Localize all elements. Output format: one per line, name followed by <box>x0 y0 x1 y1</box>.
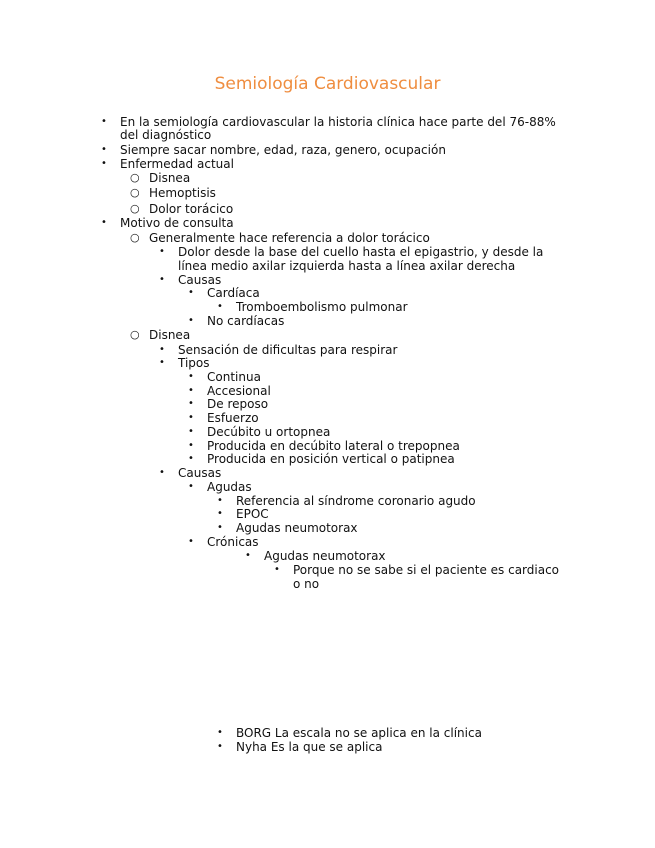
list-item: Siempre sacar nombre, edad, raza, genero, ocupación <box>120 143 446 157</box>
page-title: Semiología Cardiovascular <box>214 74 441 94</box>
bullet-disc-icon: • <box>188 481 194 492</box>
list-item: Decúbito u ortopnea <box>207 425 331 439</box>
list-item: Hemoptisis <box>149 186 216 200</box>
list-item: Agudas neumotorax <box>236 521 358 535</box>
bullet-disc-icon: • <box>159 467 165 478</box>
bullet-disc-icon: • <box>101 158 107 169</box>
bullet-disc-icon: • <box>159 274 165 285</box>
bullet-disc-icon: • <box>159 246 165 257</box>
bullet-disc-icon: • <box>217 741 223 752</box>
list-item: Cardíaca <box>207 286 260 300</box>
bullet-disc-icon: • <box>159 357 165 368</box>
bullet-disc-icon: • <box>217 727 223 738</box>
bullet-disc-icon: • <box>188 315 194 326</box>
bullet-disc-icon: • <box>188 385 194 396</box>
bullet-circle-icon: ○ <box>130 328 140 341</box>
list-item: Esfuerzo <box>207 411 259 425</box>
bullet-circle-icon: ○ <box>130 186 140 199</box>
list-item: Nyha Es la que se aplica <box>236 740 383 754</box>
bullet-disc-icon: • <box>159 344 165 355</box>
list-item: Causas <box>178 466 222 480</box>
list-item: Tipos <box>178 356 210 370</box>
list-item: Accesional <box>207 384 271 398</box>
list-item: Continua <box>207 370 261 384</box>
bullet-disc-icon: • <box>188 453 194 464</box>
list-item: Producida en decúbito lateral o trepopnea <box>207 439 460 453</box>
bullet-disc-icon: • <box>188 412 194 423</box>
list-item: Generalmente hace referencia a dolor torácico <box>149 231 430 245</box>
bullet-disc-icon: • <box>245 550 251 561</box>
list-item: En la semiología cardiovascular la historia clínica hace parte del 76-88% <box>120 115 556 129</box>
list-item: De reposo <box>207 397 269 411</box>
bullet-disc-icon: • <box>274 564 280 575</box>
bullet-disc-icon: • <box>217 522 223 533</box>
list-item: Dolor desde la base del cuello hasta el epigastrio, y desde la <box>178 245 544 259</box>
list-item: Sensación de dificultas para respirar <box>178 343 398 357</box>
bullet-disc-icon: • <box>217 301 223 312</box>
list-item: Agudas neumotorax <box>264 549 386 563</box>
list-item: del diagnóstico <box>120 128 212 142</box>
list-item: No cardíacas <box>207 314 285 328</box>
list-item: Causas <box>178 273 222 287</box>
list-item: o no <box>293 577 320 591</box>
bullet-disc-icon: • <box>188 398 194 409</box>
list-item: línea medio axilar izquierda hasta a línea axilar derecha <box>178 259 516 273</box>
list-item: Agudas <box>207 480 252 494</box>
list-item: Tromboembolismo pulmonar <box>236 300 408 314</box>
list-item: Motivo de consulta <box>120 216 234 230</box>
list-item: Enfermedad actual <box>120 157 234 171</box>
bullet-circle-icon: ○ <box>130 231 140 244</box>
bullet-disc-icon: • <box>188 371 194 382</box>
bullet-disc-icon: • <box>101 217 107 228</box>
bullet-disc-icon: • <box>101 116 107 127</box>
list-item: Crónicas <box>207 535 259 549</box>
list-item: Dolor torácico <box>149 202 234 216</box>
list-item: Disnea <box>149 328 191 342</box>
list-item: EPOC <box>236 507 269 521</box>
bullet-circle-icon: ○ <box>130 171 140 184</box>
bullet-disc-icon: • <box>217 495 223 506</box>
bullet-disc-icon: • <box>188 536 194 547</box>
bullet-disc-icon: • <box>188 426 194 437</box>
list-item: Referencia al síndrome coronario agudo <box>236 494 476 508</box>
bullet-disc-icon: • <box>188 440 194 451</box>
bullet-disc-icon: • <box>101 144 107 155</box>
list-item: BORG La escala no se aplica en la clínica <box>236 726 482 740</box>
list-item: Porque no se sabe si el paciente es cardiaco <box>293 563 560 577</box>
bullet-disc-icon: • <box>217 508 223 519</box>
bullet-disc-icon: • <box>188 287 194 298</box>
list-item: Producida en posición vertical o patipnea <box>207 452 455 466</box>
list-item: Disnea <box>149 171 191 185</box>
bullet-circle-icon: ○ <box>130 202 140 215</box>
